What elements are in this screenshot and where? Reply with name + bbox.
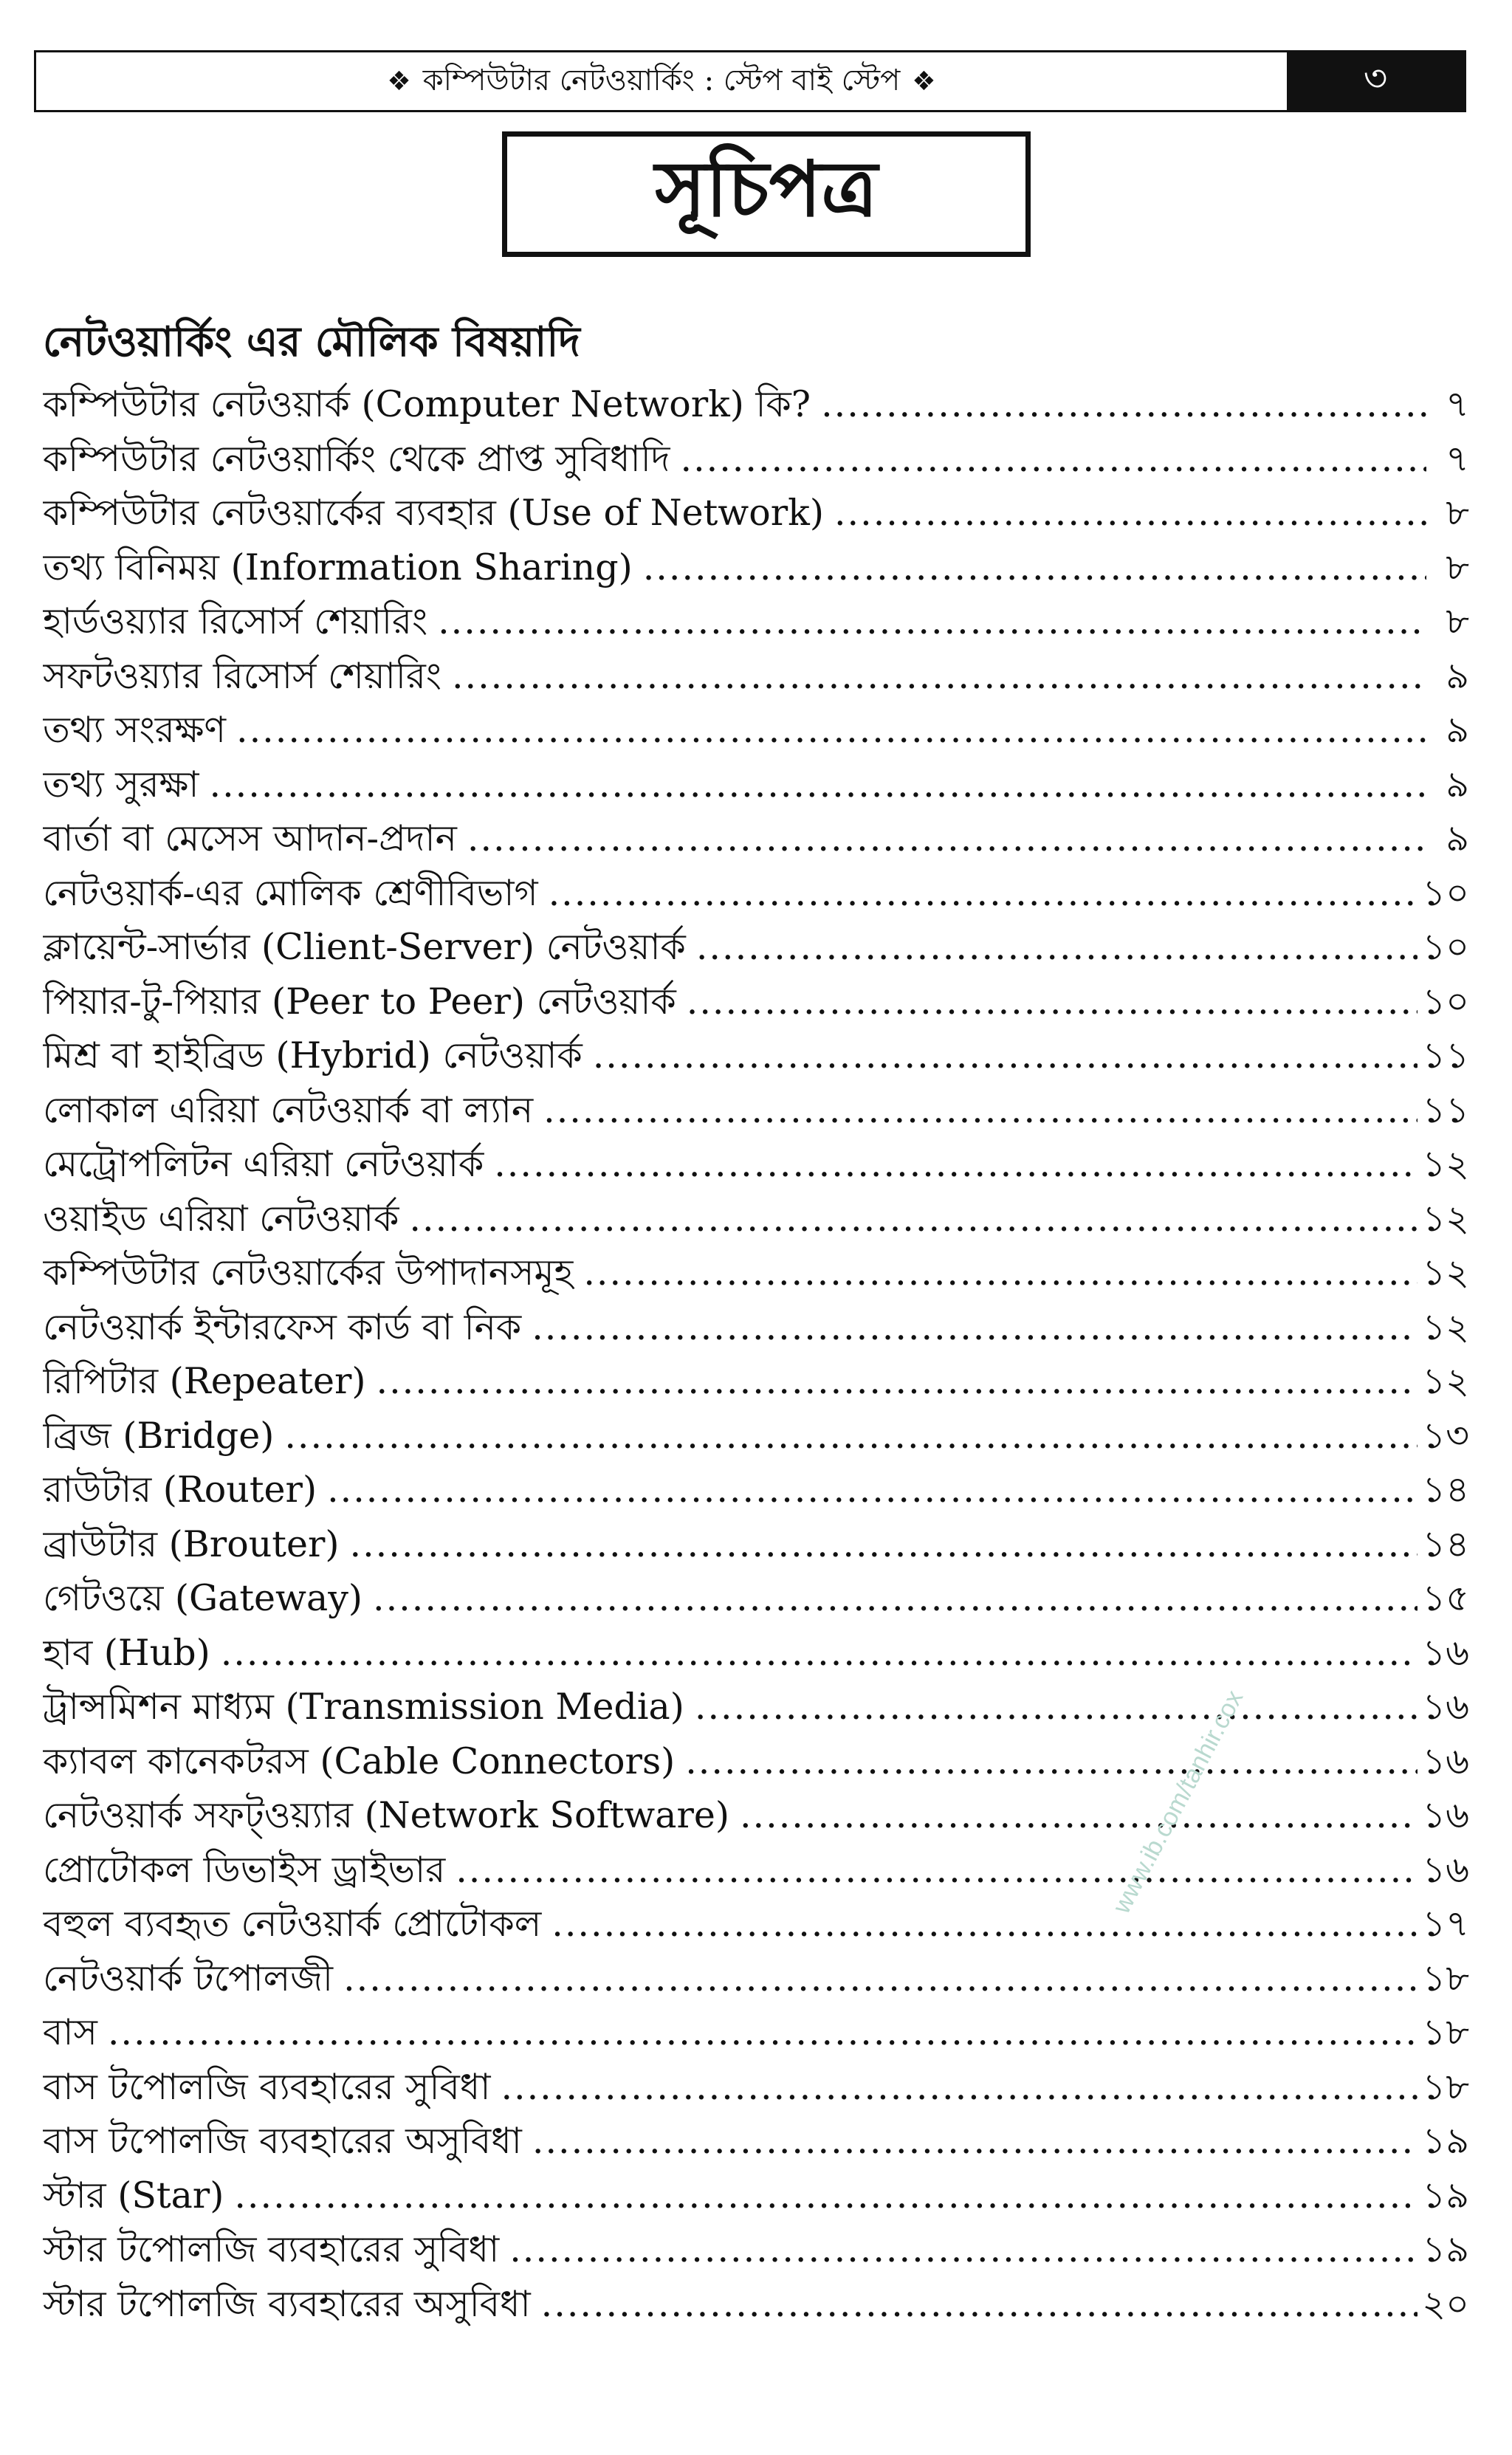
toc-entry-page: ১৬ xyxy=(1422,1848,1469,1891)
toc-entry-label: ক্যাবল কানেকটরস (Cable Connectors) xyxy=(43,1740,676,1782)
dot-leader xyxy=(409,1198,1418,1240)
toc-entry-page: ২০ xyxy=(1422,2282,1469,2325)
toc-entry xyxy=(43,1191,1469,1246)
toc-entry-label: বাস xyxy=(43,2011,97,2053)
table-of-contents xyxy=(43,377,1469,2330)
toc-entry xyxy=(43,2168,1469,2222)
toc-entry xyxy=(43,2005,1469,2059)
toc-entry xyxy=(43,1625,1469,1680)
toc-entry xyxy=(43,1028,1469,1082)
toc-entry-label: রাউটার (Router) xyxy=(43,1469,317,1511)
toc-entry-label: বার্তা বা মেসেস আদান-প্রদান xyxy=(43,817,457,859)
toc-entry-page: ৯ xyxy=(1446,709,1469,751)
dot-leader xyxy=(541,2283,1418,2325)
toc-entry-page: ১২ xyxy=(1422,1360,1469,1402)
page-title: সূচিপত্র xyxy=(502,131,1031,257)
toc-entry-label: বহুল ব্যবহৃত নেটওয়ার্ক প্রোটোকল xyxy=(43,1903,542,1945)
toc-entry xyxy=(43,919,1469,974)
dot-leader xyxy=(681,438,1427,480)
toc-entry-page: ৯ xyxy=(1446,763,1469,806)
toc-entry-page: ১৯ xyxy=(1422,2174,1469,2217)
toc-entry xyxy=(43,1951,1469,2005)
ornament-right-icon: ❖ xyxy=(912,66,936,97)
toc-entry-page: ১২ xyxy=(1422,1197,1469,1240)
dot-leader xyxy=(740,1794,1418,1836)
toc-entry xyxy=(43,1517,1469,1571)
toc-entry xyxy=(43,2222,1469,2276)
toc-entry-page: ১৬ xyxy=(1422,1794,1469,1836)
toc-entry-label: তথ্য সংরক্ষণ xyxy=(43,709,227,751)
toc-entry xyxy=(43,1082,1469,1137)
toc-entry xyxy=(43,377,1469,431)
toc-entry-label: ব্রাউটার (Brouter) xyxy=(43,1522,340,1565)
toc-entry-page: ১৮ xyxy=(1422,2065,1469,2108)
dot-leader xyxy=(549,872,1418,914)
toc-entry-label: ক্লায়েন্ট-সার্ভার (Client-Server) নেটওয়ার্ক xyxy=(43,926,686,968)
toc-entry-label: কম্পিউটার নেটওয়ার্ক (Computer Network) কি? xyxy=(43,383,811,425)
toc-entry xyxy=(43,1788,1469,1842)
toc-entry-page: ৮ xyxy=(1446,600,1469,642)
toc-entry-page: ৭ xyxy=(1446,437,1469,480)
dot-leader xyxy=(456,1849,1418,1891)
dot-leader xyxy=(210,763,1426,806)
toc-entry-label: গেটওয়ে (Gateway) xyxy=(43,1577,363,1619)
toc-entry xyxy=(43,702,1469,757)
toc-entry xyxy=(43,1462,1469,1517)
dot-leader xyxy=(821,383,1426,425)
dot-leader xyxy=(532,2120,1418,2162)
header-title-area xyxy=(36,52,1287,110)
toc-entry xyxy=(43,485,1469,540)
toc-entry-page: ১০ xyxy=(1422,980,1469,1023)
toc-entry xyxy=(43,1136,1469,1191)
dot-leader xyxy=(236,709,1426,751)
toc-entry-page: ১১ xyxy=(1422,1088,1469,1131)
header-page-number: ৩ xyxy=(1287,52,1464,110)
toc-entry-page: ১৬ xyxy=(1422,1631,1469,1674)
dot-leader xyxy=(551,1903,1418,1945)
toc-entry-label: বাস টপোলজি ব্যবহারের অসুবিধা xyxy=(43,2120,522,2162)
dot-leader xyxy=(467,817,1426,859)
toc-entry-page: ৯ xyxy=(1446,817,1469,859)
toc-entry xyxy=(43,2059,1469,2114)
toc-entry-label: স্টার (Star) xyxy=(43,2174,224,2217)
toc-entry-page: ১৭ xyxy=(1422,1903,1469,1945)
toc-entry-label: ওয়াইড এরিয়া নেটওয়ার্ক xyxy=(43,1197,399,1240)
toc-entry xyxy=(43,974,1469,1029)
dot-leader xyxy=(509,2228,1418,2270)
ornament-left-icon: ❖ xyxy=(387,66,411,97)
toc-entry-page: ১৯ xyxy=(1422,2120,1469,2162)
toc-entry-page: ১৮ xyxy=(1422,2011,1469,2053)
dot-leader xyxy=(494,1143,1418,1185)
toc-entry-page: ১০ xyxy=(1422,871,1469,914)
dot-leader xyxy=(373,1577,1418,1619)
toc-entry-label: বাস টপোলজি ব্যবহারের সুবিধা xyxy=(43,2065,491,2108)
dot-leader xyxy=(643,546,1426,588)
toc-entry xyxy=(43,2276,1469,2331)
dot-leader xyxy=(685,1740,1418,1782)
toc-entry-page: ১২ xyxy=(1422,1251,1469,1294)
toc-entry-page: ৮ xyxy=(1446,546,1469,588)
toc-entry xyxy=(43,1408,1469,1463)
dot-leader xyxy=(501,2066,1418,2108)
section-heading: নেটওয়ার্কিং এর মৌলিক বিষয়াদি xyxy=(43,317,580,366)
toc-entry xyxy=(43,757,1469,811)
toc-entry-label: পিয়ার-টু-পিয়ার (Peer to Peer) নেটওয়ার্ক xyxy=(43,980,676,1023)
toc-entry-page: ৭ xyxy=(1446,383,1469,425)
toc-entry-page: ১১ xyxy=(1422,1034,1469,1077)
toc-entry-page: ১৪ xyxy=(1422,1469,1469,1511)
toc-entry-page: ১৮ xyxy=(1422,1957,1469,1999)
dot-leader xyxy=(377,1360,1418,1402)
toc-entry-label: হার্ডওয়্যার রিসোর্স শেয়ারিং xyxy=(43,600,428,642)
toc-entry-label: তথ্য বিনিময় (Information Sharing) xyxy=(43,546,633,588)
dot-leader xyxy=(108,2011,1418,2053)
dot-leader xyxy=(284,1415,1418,1457)
toc-entry-label: কম্পিউটার নেটওয়ার্কের ব্যবহার (Use of Network) xyxy=(43,492,824,534)
dot-leader xyxy=(593,1034,1418,1077)
toc-entry-page: ১৬ xyxy=(1422,1740,1469,1782)
dot-leader xyxy=(834,492,1426,534)
toc-entry-label: নেটওয়ার্ক-এর মোলিক শ্রেণীবিভাগ xyxy=(43,871,538,914)
dot-leader xyxy=(696,926,1418,968)
toc-entry-label: সফটওয়্যার রিসোর্স শেয়ারিং xyxy=(43,654,441,697)
toc-entry-label: স্টার টপোলজি ব্যবহারের সুবিধা xyxy=(43,2228,500,2270)
toc-entry-page: ১৯ xyxy=(1422,2228,1469,2270)
toc-entry-label: স্টার টপোলজি ব্যবহারের অসুবিধা xyxy=(43,2282,531,2325)
toc-entry-label: হাব (Hub) xyxy=(43,1631,210,1674)
toc-entry xyxy=(43,2113,1469,2168)
dot-leader xyxy=(583,1251,1418,1294)
toc-entry-label: মিশ্র বা হাইব্রিড (Hybrid) নেটওয়ার্ক xyxy=(43,1034,583,1077)
toc-entry xyxy=(43,811,1469,865)
toc-entry-label: ট্রান্সমিশন মাধ্যম (Transmission Media) xyxy=(43,1686,684,1728)
toc-entry-label: লোকাল এরিয়া নেটওয়ার্ক বা ল্যান xyxy=(43,1088,534,1131)
dot-leader xyxy=(221,1632,1418,1674)
dot-leader xyxy=(687,981,1418,1023)
toc-entry-page: ৮ xyxy=(1446,492,1469,534)
toc-entry-page: ১২ xyxy=(1422,1143,1469,1185)
toc-entry-label: নেটওয়ার্ক ইন্টারফেস কার্ড বা নিক xyxy=(43,1305,522,1348)
toc-entry-page: ১৬ xyxy=(1422,1686,1469,1728)
toc-entry-label: প্রোটোকল ডিভাইস ড্রাইভার xyxy=(43,1848,446,1891)
toc-entry xyxy=(43,648,1469,703)
dot-leader xyxy=(438,600,1426,642)
running-header xyxy=(34,50,1466,112)
toc-entry-label: তথ্য সুরক্ষা xyxy=(43,763,199,806)
header-title: কম্পিউটার নেটওয়ার্কিং : স্টেপ বাই স্টেপ xyxy=(422,63,901,97)
dot-leader xyxy=(532,1306,1418,1348)
toc-entry-label: নেটওয়ার্ক টপোলজী xyxy=(43,1957,334,1999)
toc-entry xyxy=(43,1896,1469,1951)
toc-entry-page: ১৪ xyxy=(1422,1522,1469,1565)
toc-entry xyxy=(43,1299,1469,1354)
toc-entry xyxy=(43,865,1469,920)
dot-leader xyxy=(350,1523,1418,1565)
toc-entry xyxy=(43,431,1469,486)
toc-entry xyxy=(43,1734,1469,1788)
toc-entry-page: ১২ xyxy=(1422,1305,1469,1348)
toc-entry xyxy=(43,1245,1469,1299)
toc-entry-label: মেট্রোপলিটন এরিয়া নেটওয়ার্ক xyxy=(43,1143,484,1185)
toc-entry xyxy=(43,540,1469,594)
toc-entry-page: ১৫ xyxy=(1422,1577,1469,1619)
watermark: www.ib.com/tanhir.cox xyxy=(1107,1686,1249,1918)
toc-entry-label: রিপিটার (Repeater) xyxy=(43,1360,366,1402)
toc-entry-label: নেটওয়ার্ক সফট্‌ওয়্যার (Network Software) xyxy=(43,1794,729,1836)
toc-entry-label: কম্পিউটার নেটওয়ার্কের উপাদানসমূহ xyxy=(43,1251,574,1294)
dot-leader xyxy=(234,2174,1418,2217)
toc-entry-label: ব্রিজ (Bridge) xyxy=(43,1414,275,1457)
dot-leader xyxy=(695,1686,1418,1728)
dot-leader xyxy=(343,1957,1418,1999)
dot-leader xyxy=(452,655,1426,697)
toc-entry-page: ৯ xyxy=(1446,654,1469,697)
dot-leader xyxy=(543,1089,1418,1131)
toc-entry xyxy=(43,1570,1469,1625)
toc-entry xyxy=(43,1842,1469,1897)
toc-entry-page: ১০ xyxy=(1422,926,1469,968)
dot-leader xyxy=(327,1469,1418,1511)
toc-entry xyxy=(43,1353,1469,1408)
toc-entry xyxy=(43,594,1469,648)
toc-entry-label: কম্পিউটার নেটওয়ার্কিং থেকে প্রাপ্ত সুবিধাদি xyxy=(43,437,670,480)
toc-entry-page: ১৩ xyxy=(1422,1414,1469,1457)
toc-entry xyxy=(43,1679,1469,1734)
